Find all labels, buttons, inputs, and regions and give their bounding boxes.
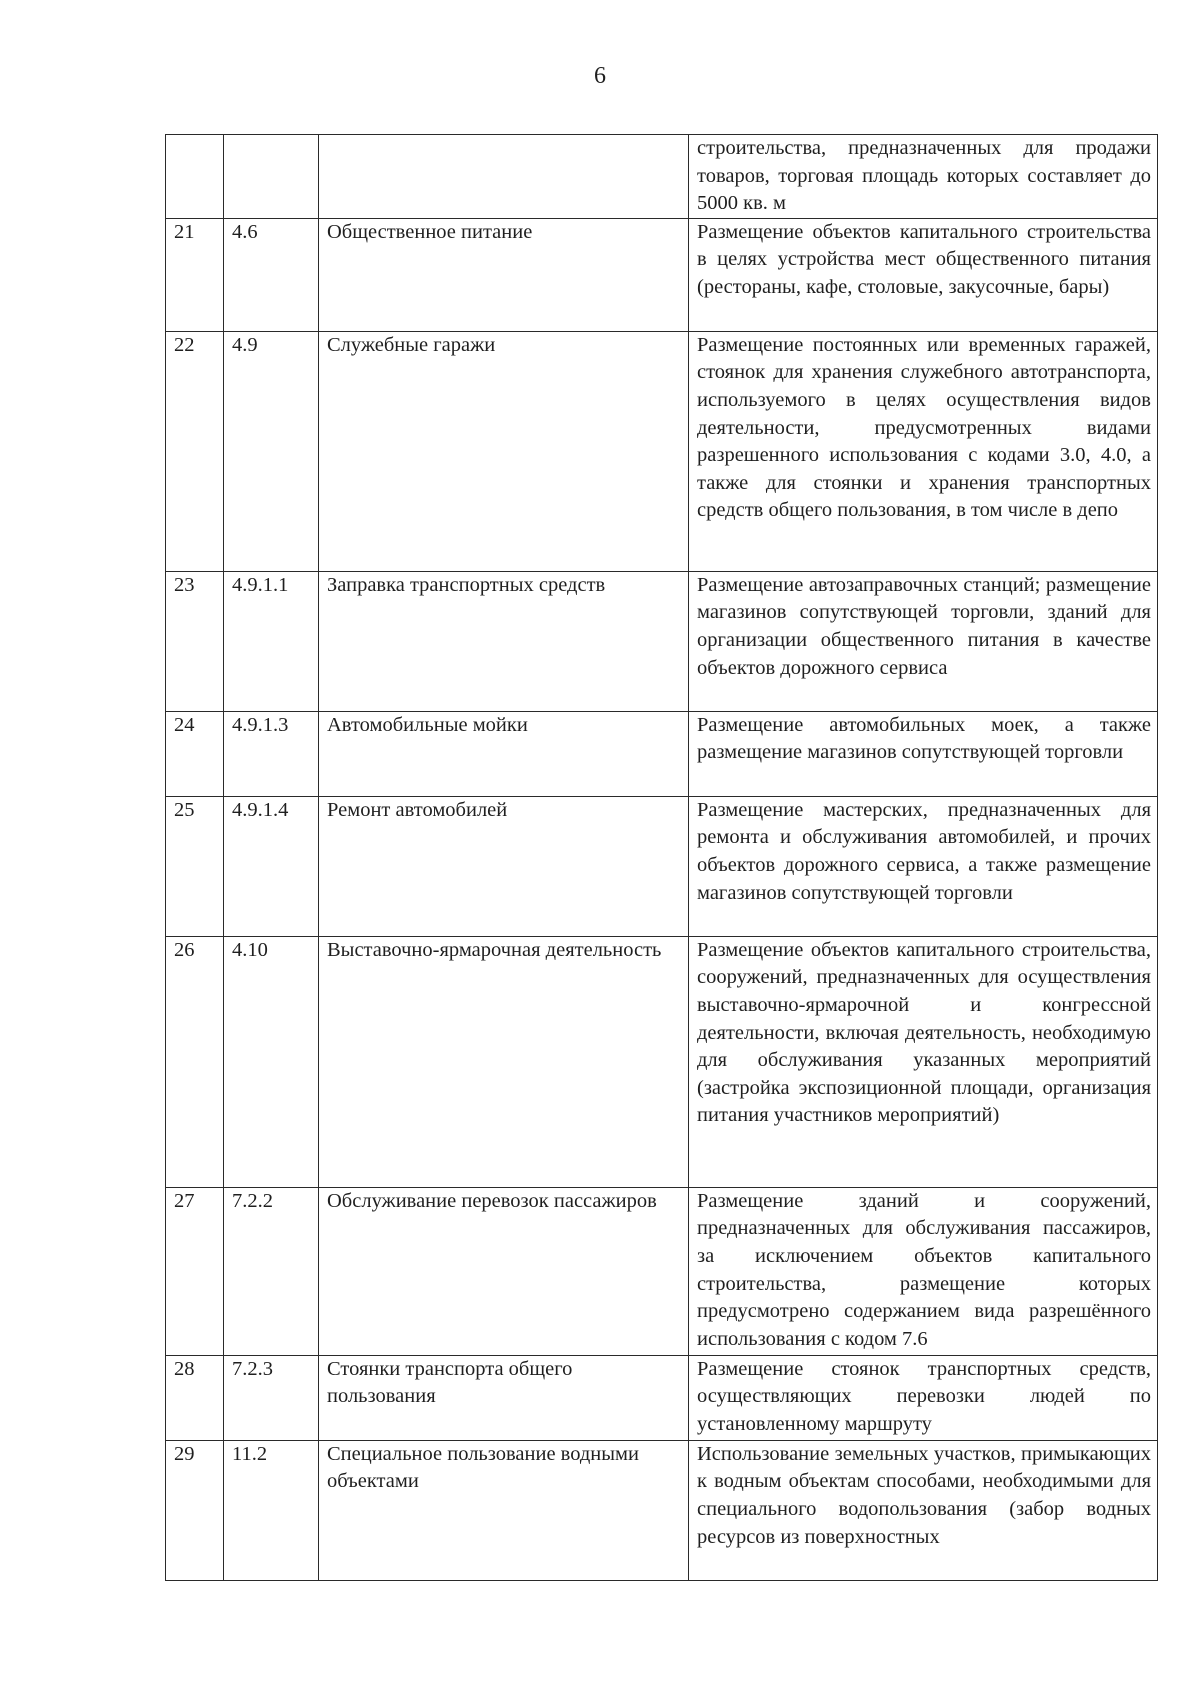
description-cell: строительства, предназначенных для продажи товаров, торговая площадь которых составляет до 5000 кв. м <box>689 135 1158 219</box>
code-cell: 7.2.3 <box>224 1355 319 1440</box>
table-row <box>166 1355 1158 1440</box>
description-cell: Размещение постоянных или временных гаражей, стоянок для хранения служебного автотранспорта, используемого в целях осуществления видов деятельности, предусмотренных видами разрешенного использования с кодами 3.0, 4.0, а также для стоянки и хранения транспортных средств общего пользования, в том числе в депо <box>689 331 1158 571</box>
description-cell: Размещение объектов капитального строительства, сооружений, предназначенных для осуществления выставочно-ярмарочной и конгрессной деятельности, включая деятельность, необходимую для обслуживания указанных мероприятий (застройка экспозиционной площади, организация питания участников мероприятий) <box>689 936 1158 1187</box>
code-cell: 7.2.2 <box>224 1187 319 1355</box>
table-row <box>166 331 1158 571</box>
description-cell: Размещение автозаправочных станций; размещение магазинов сопутствующей торговли, зданий для организации общественного питания в качестве объектов дорожного сервиса <box>689 571 1158 711</box>
row-number-cell: 26 <box>166 936 224 1187</box>
code-cell: 4.9 <box>224 331 319 571</box>
row-number-cell: 27 <box>166 1187 224 1355</box>
table-row <box>166 1187 1158 1355</box>
name-cell: Обслуживание перевозок пассажиров <box>319 1187 689 1355</box>
row-number-cell: 28 <box>166 1355 224 1440</box>
table-row <box>166 135 1158 219</box>
code-cell: 11.2 <box>224 1440 319 1580</box>
name-cell: Стоянки транспорта общего пользования <box>319 1355 689 1440</box>
name-cell: Ремонт автомобилей <box>319 796 689 936</box>
code-cell: 4.9.1.3 <box>224 711 319 796</box>
table-row <box>166 571 1158 711</box>
row-number-cell <box>166 135 224 219</box>
row-number-cell: 22 <box>166 331 224 571</box>
table-row <box>166 1440 1158 1580</box>
description-cell: Размещение объектов капитального строительства в целях устройства мест общественного питания (рестораны, кафе, столовые, закусочные, бары) <box>689 218 1158 331</box>
code-cell: 4.10 <box>224 936 319 1187</box>
row-number-cell: 25 <box>166 796 224 936</box>
code-cell <box>224 135 319 219</box>
row-number-cell: 21 <box>166 218 224 331</box>
row-number-cell: 29 <box>166 1440 224 1580</box>
name-cell: Общественное питание <box>319 218 689 331</box>
name-cell: Специальное пользование водными объектами <box>319 1440 689 1580</box>
name-cell: Служебные гаражи <box>319 331 689 571</box>
description-cell: Размещение автомобильных моек, а также размещение магазинов сопутствующей торговли <box>689 711 1158 796</box>
code-cell: 4.9.1.4 <box>224 796 319 936</box>
table-row <box>166 796 1158 936</box>
code-cell: 4.9.1.1 <box>224 571 319 711</box>
row-number-cell: 24 <box>166 711 224 796</box>
description-cell: Размещение мастерских, предназначенных для ремонта и обслуживания автомобилей, и прочих объектов дорожного сервиса, а также размещение магазинов сопутствующей торговли <box>689 796 1158 936</box>
table-row <box>166 936 1158 1187</box>
page-number: 6 <box>594 63 606 89</box>
name-cell <box>319 135 689 219</box>
table-row <box>166 218 1158 331</box>
name-cell: Автомобильные мойки <box>319 711 689 796</box>
description-cell: Размещение зданий и сооружений, предназначенных для обслуживания пассажиров, за исключением объектов капитального строительства, размещение которых предусмотрено содержанием вида разрешённого использования с кодом 7.6 <box>689 1187 1158 1355</box>
code-cell: 4.6 <box>224 218 319 331</box>
table-row <box>166 711 1158 796</box>
description-cell: Использование земельных участков, примыкающих к водным объектам способами, необходимыми для специального водопользования (забор водных ресурсов из поверхностных <box>689 1440 1158 1580</box>
row-number-cell: 23 <box>166 571 224 711</box>
name-cell: Выставочно-ярмарочная деятельность <box>319 936 689 1187</box>
description-cell: Размещение стоянок транспортных средств, осуществляющих перевозки людей по установленному маршруту <box>689 1355 1158 1440</box>
land-use-table <box>165 134 1158 1581</box>
name-cell: Заправка транспортных средств <box>319 571 689 711</box>
